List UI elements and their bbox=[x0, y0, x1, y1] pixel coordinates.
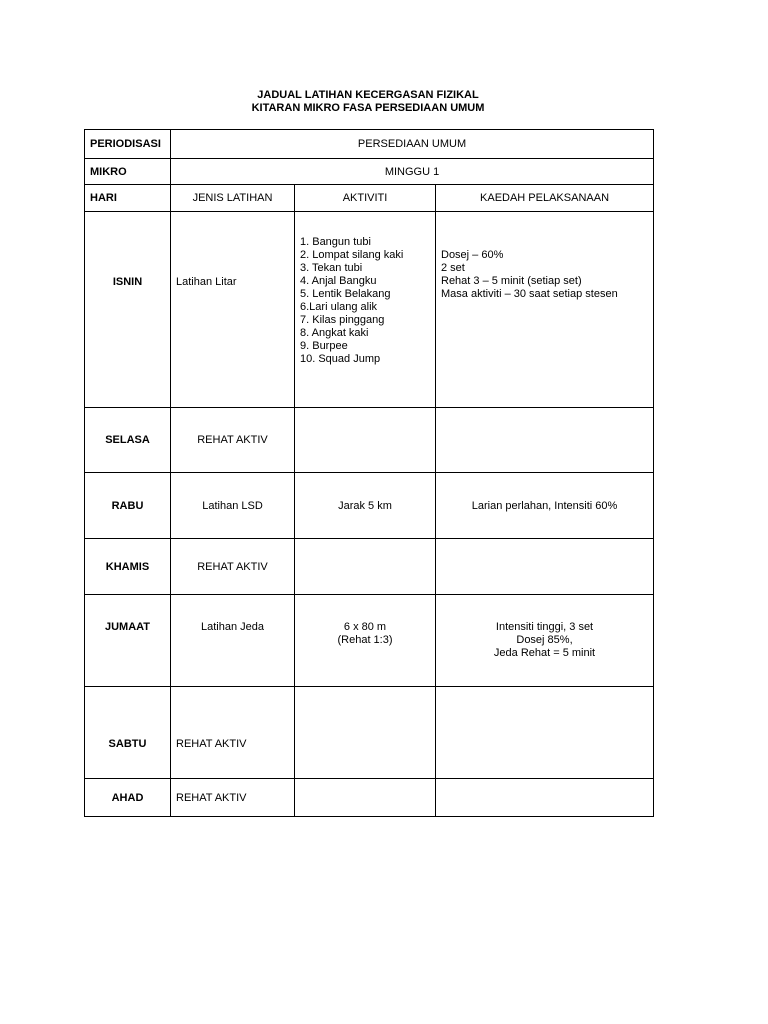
list-item: Masa aktiviti – 30 saat setiap stesen bbox=[441, 288, 618, 300]
row-sabtu bbox=[85, 687, 654, 779]
mikro-value: MINGGU 1 bbox=[171, 159, 654, 185]
list-item: 2. Lompat silang kaki bbox=[300, 249, 404, 261]
hari-label: HARI bbox=[85, 185, 171, 212]
day-sabtu: SABTU bbox=[85, 687, 171, 779]
list-item: 6 x 80 m bbox=[343, 621, 387, 633]
jumaat-aktiviti bbox=[295, 595, 436, 687]
rabu-kaedah: Larian perlahan, Intensiti 60% bbox=[436, 473, 654, 539]
row-isnin bbox=[85, 212, 654, 408]
list-item: 1. Bangun tubi bbox=[300, 236, 371, 248]
row-hari-header bbox=[85, 185, 654, 212]
day-khamis: KHAMIS bbox=[85, 539, 171, 595]
ahad-jenis-latihan: REHAT AKTIV bbox=[171, 779, 295, 817]
jumaat-kaedah-list bbox=[441, 621, 648, 660]
ahad-aktiviti bbox=[295, 779, 436, 817]
selasa-jenis-latihan: REHAT AKTIV bbox=[171, 408, 295, 473]
list-item: 4. Anjal Bangku bbox=[300, 275, 377, 287]
list-item: 6.Lari ulang alik bbox=[300, 301, 378, 313]
list-item: Jeda Rehat = 5 minit bbox=[493, 647, 596, 659]
day-rabu: RABU bbox=[85, 473, 171, 539]
list-item: 2 set bbox=[441, 262, 465, 274]
sabtu-aktiviti bbox=[295, 687, 436, 779]
selasa-kaedah bbox=[436, 408, 654, 473]
row-ahad bbox=[85, 779, 654, 817]
list-item: Rehat 3 – 5 minit (setiap set) bbox=[441, 275, 582, 287]
isnin-aktiviti bbox=[295, 212, 436, 408]
jumaat-kaedah bbox=[436, 595, 654, 687]
day-isnin: ISNIN bbox=[85, 212, 171, 408]
row-rabu bbox=[85, 473, 654, 539]
rabu-aktiviti: Jarak 5 km bbox=[295, 473, 436, 539]
sabtu-jenis-latihan: REHAT AKTIV bbox=[171, 687, 295, 779]
isnin-aktiviti-list bbox=[300, 236, 430, 366]
list-item: 7. Kilas pinggang bbox=[300, 314, 385, 326]
periodisasi-value: PERSEDIAAN UMUM bbox=[171, 130, 654, 159]
schedule-table bbox=[84, 129, 654, 817]
header-jenis-latihan: JENIS LATIHAN bbox=[171, 185, 295, 212]
list-item: 8. Angkat kaki bbox=[300, 327, 369, 339]
jumaat-jenis-latihan: Latihan Jeda bbox=[171, 595, 295, 687]
khamis-kaedah bbox=[436, 539, 654, 595]
header-kaedah-pelaksanaan: KAEDAH PELAKSANAAN bbox=[436, 185, 654, 212]
list-item: 5. Lentik Belakang bbox=[300, 288, 391, 300]
periodisasi-label: PERIODISASI bbox=[85, 130, 171, 159]
khamis-aktiviti bbox=[295, 539, 436, 595]
document-title bbox=[84, 89, 652, 115]
sabtu-kaedah bbox=[436, 687, 654, 779]
mikro-label: MIKRO bbox=[85, 159, 171, 185]
title-line-2: KITARAN MIKRO FASA PERSEDIAAN UMUM bbox=[251, 102, 485, 114]
day-jumaat: JUMAAT bbox=[85, 595, 171, 687]
row-selasa bbox=[85, 408, 654, 473]
title-line-1: JADUAL LATIHAN KECERGASAN FIZIKAL bbox=[257, 89, 479, 101]
day-ahad: AHAD bbox=[85, 779, 171, 817]
khamis-jenis-latihan: REHAT AKTIV bbox=[171, 539, 295, 595]
list-item: Intensiti tinggi, 3 set bbox=[495, 621, 594, 633]
list-item: (Rehat 1:3) bbox=[337, 634, 393, 646]
list-item: Dosej 85%, bbox=[516, 634, 573, 646]
row-mikro bbox=[85, 159, 654, 185]
isnin-kaedah-list bbox=[441, 249, 648, 301]
row-periodisasi bbox=[85, 130, 654, 159]
isnin-kaedah bbox=[436, 212, 654, 408]
day-selasa: SELASA bbox=[85, 408, 171, 473]
ahad-kaedah bbox=[436, 779, 654, 817]
jumaat-aktiviti-list bbox=[300, 621, 430, 647]
row-jumaat bbox=[85, 595, 654, 687]
list-item: 3. Tekan tubi bbox=[300, 262, 363, 274]
list-item: Dosej – 60% bbox=[441, 249, 504, 261]
list-item: 10. Squad Jump bbox=[300, 353, 381, 365]
isnin-jenis-latihan: Latihan Litar bbox=[171, 212, 295, 408]
list-item: 9. Burpee bbox=[300, 340, 348, 352]
selasa-aktiviti bbox=[295, 408, 436, 473]
header-aktiviti: AKTIVITI bbox=[295, 185, 436, 212]
row-khamis bbox=[85, 539, 654, 595]
rabu-jenis-latihan: Latihan LSD bbox=[171, 473, 295, 539]
